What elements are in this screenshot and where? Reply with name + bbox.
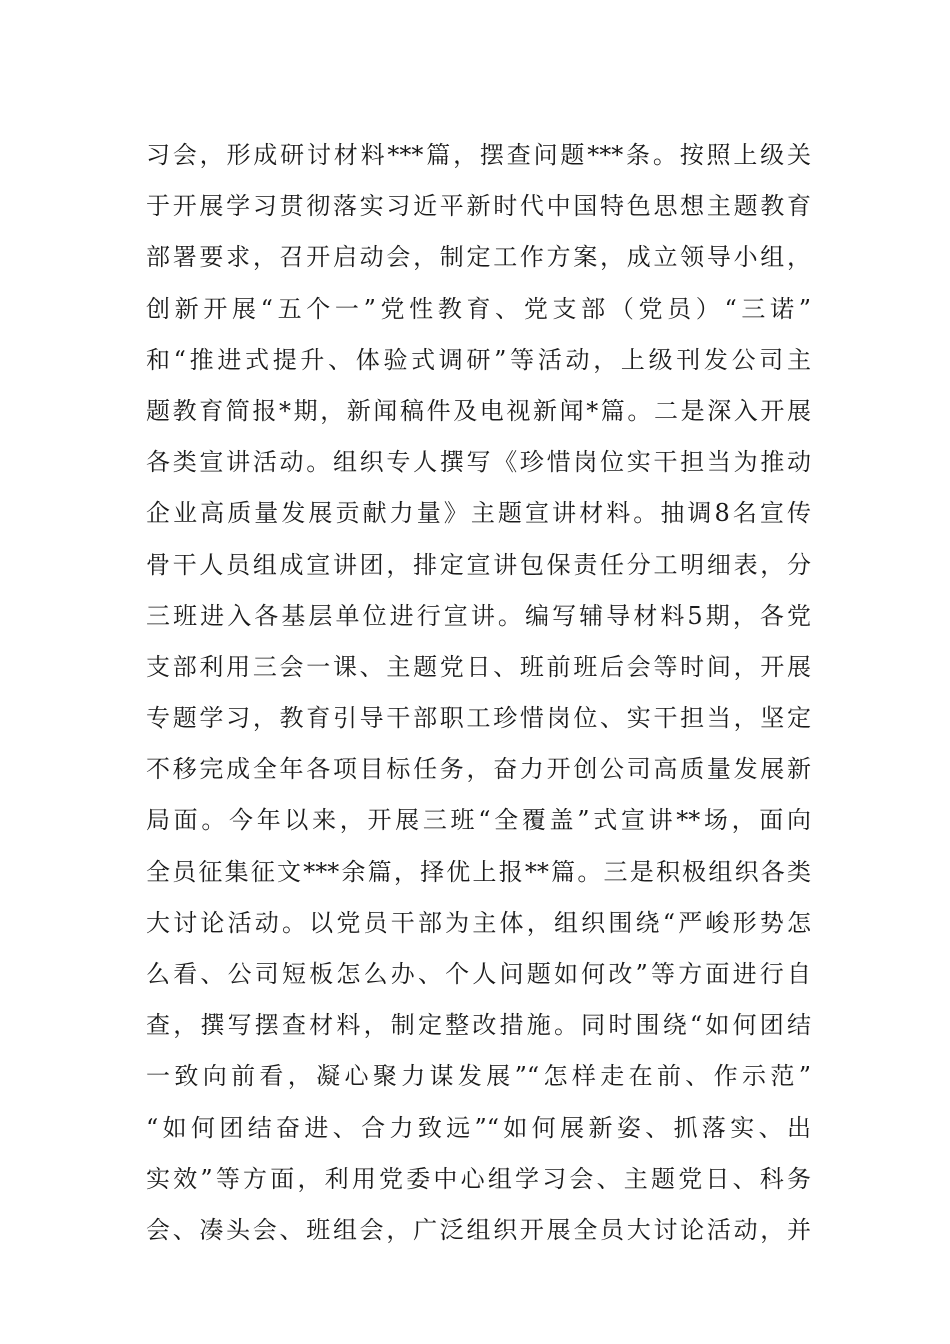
text-line: 实效”等方面，利用党委中心组学习会、主题党日、科务 [146,1164,811,1193]
text-line: 骨干人员组成宣讲团，排定宣讲包保责任分工明细表，分 [146,550,811,579]
text-line: 全员征集征文***余篇，择优上报**篇。三是积极组织各类 [146,857,811,886]
text-line: 会、凑头会、班组会，广泛组织开展全员大讨论活动，并 [146,1215,811,1244]
text-line: 企业高质量发展贡献力量》主题宣讲材料。抽调8名宣传 [146,499,811,528]
text-line: 查，撰写摆查材料，制定整改措施。同时围绕“如何团结 [146,1011,811,1040]
text-line: 三班进入各基层单位进行宣讲。编写辅导材料5期，各党 [146,601,811,630]
text-line: 支部利用三会一课、主题党日、班前班后会等时间，开展 [146,652,811,681]
text-line: 于开展学习贯彻落实习近平新时代中国特色思想主题教育 [146,192,811,221]
text-line: 么看、公司短板怎么办、个人问题如何改”等方面进行自 [146,960,811,988]
text-line: 和“推进式提升、体验式调研”等活动，上级刊发公司主 [146,345,811,374]
text-line: 一致向前看，凝心聚力谋发展”“怎样走在前、作示范” [146,1062,811,1091]
text-line: 大讨论活动。以党员干部为主体，组织围绕“严峻形势怎 [146,908,811,937]
text-line: 创新开展“五个一”党性教育、党支部（党员）“三诺” [146,294,811,323]
text-line: 题教育简报*期，新闻稿件及电视新闻*篇。二是深入开展 [146,396,811,425]
text-line: 各类宣讲活动。组织专人撰写《珍惜岗位实干担当为推动 [146,448,811,477]
text-line: 不移完成全年各项目标任务，奋力开创公司高质量发展新 [146,755,811,784]
text-line: 专题学习，教育引导干部职工珍惜岗位、实干担当，坚定 [146,704,811,733]
text-line: “如何团结奋进、合力致远”“如何展新姿、抓落实、出 [146,1113,811,1142]
text-line: 部署要求，召开启动会，制定工作方案，成立领导小组， [146,243,811,272]
text-line: 习会，形成研讨材料***篇，摆查问题***条。按照上级关 [146,141,811,169]
text-line: 局面。今年以来，开展三班“全覆盖”式宣讲**场，面向 [146,806,811,835]
body-paragraph [146,130,811,1256]
